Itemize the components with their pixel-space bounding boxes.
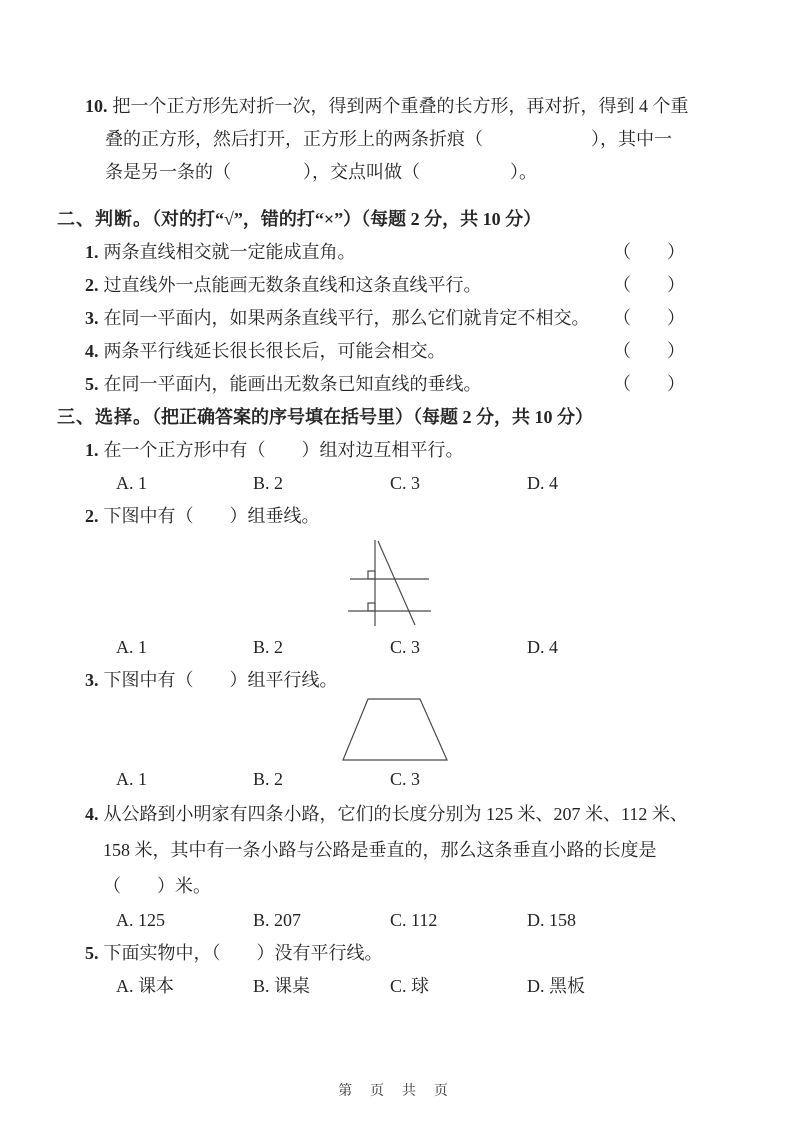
- option-b: B. 207: [253, 910, 302, 930]
- choice-question-1: [57, 434, 685, 500]
- option-a: A. 125: [116, 910, 165, 930]
- judgment-item-1-text: [85, 236, 356, 269]
- choice-question-5: [57, 937, 685, 1003]
- option-c: C. 球: [390, 976, 430, 996]
- answer-bracket: （ ）: [613, 374, 685, 394]
- question-10-number: 10.: [85, 96, 108, 116]
- choice-question-4: [57, 796, 688, 937]
- choice-question-3-options: [116, 763, 685, 796]
- section-choice-title: 三、选择。: [57, 407, 152, 427]
- trapezoid-shape: [343, 699, 447, 760]
- oblique-line: [378, 541, 415, 625]
- judgment-item-4-text: [85, 335, 446, 368]
- section-judgment-note: （对的打“√”，错的打“×”）（每题 2 分，共 10 分）: [152, 209, 542, 229]
- item-number: 3.: [85, 670, 99, 690]
- item-number: 5.: [85, 374, 99, 394]
- choice-question-5-text: [85, 937, 685, 970]
- choice-question-3-text: [85, 664, 685, 697]
- choice-question-4-options: [116, 904, 685, 937]
- choice-question-3: [57, 664, 685, 796]
- option-b: B. 2: [253, 473, 284, 493]
- judgment-item-5: [85, 368, 685, 401]
- section-choice-note: （把正确答案的序号填在括号里）（每题 2 分，共 10 分）: [152, 407, 593, 427]
- choice-question-2: [57, 500, 685, 664]
- section-choice-heading: [57, 401, 685, 434]
- item-number: 3.: [85, 308, 99, 328]
- option-c: C. 3: [390, 473, 421, 493]
- option-a: A. 课本: [116, 976, 174, 996]
- item-text: 从公路到小明家有四条小路，它们的长度分别为 125 米、207 米、112 米、: [103, 804, 688, 824]
- option-a: A. 1: [116, 473, 147, 493]
- section-judgment-title: 二、判断。: [57, 209, 152, 229]
- choice-question-4-line-2: 158 米，其中有一条小路与公路是垂直的，那么这条垂直小路的长度是: [103, 840, 657, 860]
- trapezoid-figure: [57, 697, 685, 763]
- item-text: 在同一平面内，如果两条直线平行，那么它们就肯定不相交。: [103, 308, 590, 328]
- judgment-item-4: [85, 335, 685, 368]
- judgment-item-1: [85, 236, 685, 269]
- page-footer: 第 页 共 页: [338, 1082, 455, 1098]
- question-10-text: 把一个正方形先对折一次，得到两个重叠的长方形，再对折，得到 4 个重: [112, 96, 689, 116]
- choice-question-4-line-1: [85, 796, 688, 832]
- item-text: 在一个正方形中有（ ）组对边互相平行。: [103, 440, 464, 460]
- answer-bracket: （ ）: [613, 242, 685, 262]
- right-angle-mark-2: [368, 603, 375, 611]
- right-angle-mark-1: [368, 571, 375, 579]
- item-number: 5.: [85, 943, 99, 963]
- section-judgment: [57, 203, 685, 401]
- option-c: C. 3: [390, 769, 421, 789]
- answer-bracket: （ ）: [613, 275, 685, 295]
- item-number: 1.: [85, 440, 99, 460]
- option-a: A. 1: [116, 637, 147, 657]
- item-number: 2.: [85, 275, 99, 295]
- item-text: 过直线外一点能画无数条直线和这条直线平行。: [103, 275, 482, 295]
- trapezoid-diagram: [340, 697, 450, 763]
- option-a: A. 1: [116, 769, 147, 789]
- section-judgment-heading: [57, 203, 685, 236]
- option-c: C. 3: [390, 637, 421, 657]
- judgment-item-3-text: [85, 302, 590, 335]
- choice-question-1-text: [85, 434, 685, 467]
- item-number: 4.: [85, 804, 99, 824]
- item-text: 下图中有（ ）组平行线。: [103, 670, 338, 690]
- option-b: B. 2: [253, 769, 284, 789]
- section-choice: [57, 401, 688, 1003]
- question-10: [85, 90, 689, 189]
- judgment-item-2-text: [85, 269, 482, 302]
- item-text: 在同一平面内，能画出无数条已知直线的垂线。: [103, 374, 482, 394]
- choice-question-2-options: [116, 631, 685, 664]
- item-text: 两条直线相交就一定能成直角。: [103, 242, 356, 262]
- option-b: B. 2: [253, 637, 284, 657]
- judgment-item-3: [85, 302, 685, 335]
- item-text: 下面实物中，（ ）没有平行线。: [103, 943, 383, 963]
- answer-bracket: （ ）: [613, 341, 685, 361]
- choice-question-5-options: [116, 970, 685, 1003]
- choice-question-1-options: [116, 467, 685, 500]
- item-number: 4.: [85, 341, 99, 361]
- option-c: C. 112: [390, 910, 438, 930]
- choice-question-4-line-3: （ ）米。: [103, 876, 211, 896]
- judgment-item-2: [85, 269, 685, 302]
- choice-question-2-text: [85, 500, 685, 533]
- answer-bracket: （ ）: [613, 308, 685, 328]
- option-d: D. 4: [527, 473, 558, 493]
- option-b: B. 课桌: [253, 976, 311, 996]
- item-number: 1.: [85, 242, 99, 262]
- item-number: 2.: [85, 506, 99, 526]
- item-text: 下图中有（ ）组垂线。: [103, 506, 320, 526]
- question-10-line-2: 叠的正方形，然后打开，正方形上的两条折痕（ ），其中一: [105, 129, 672, 149]
- item-text: 两条平行线延长很长很长后，可能会相交。: [103, 341, 446, 361]
- judgment-item-5-text: [85, 368, 482, 401]
- option-d: D. 158: [527, 910, 576, 930]
- option-d: D. 黑板: [527, 976, 585, 996]
- question-10-line-1: [85, 90, 689, 123]
- perpendicular-lines-diagram: [345, 533, 445, 631]
- perpendicular-lines-figure: [57, 533, 685, 631]
- question-10-line-3: 条是另一条的（ ），交点叫做（ ）。: [105, 162, 537, 182]
- option-d: D. 4: [527, 637, 558, 657]
